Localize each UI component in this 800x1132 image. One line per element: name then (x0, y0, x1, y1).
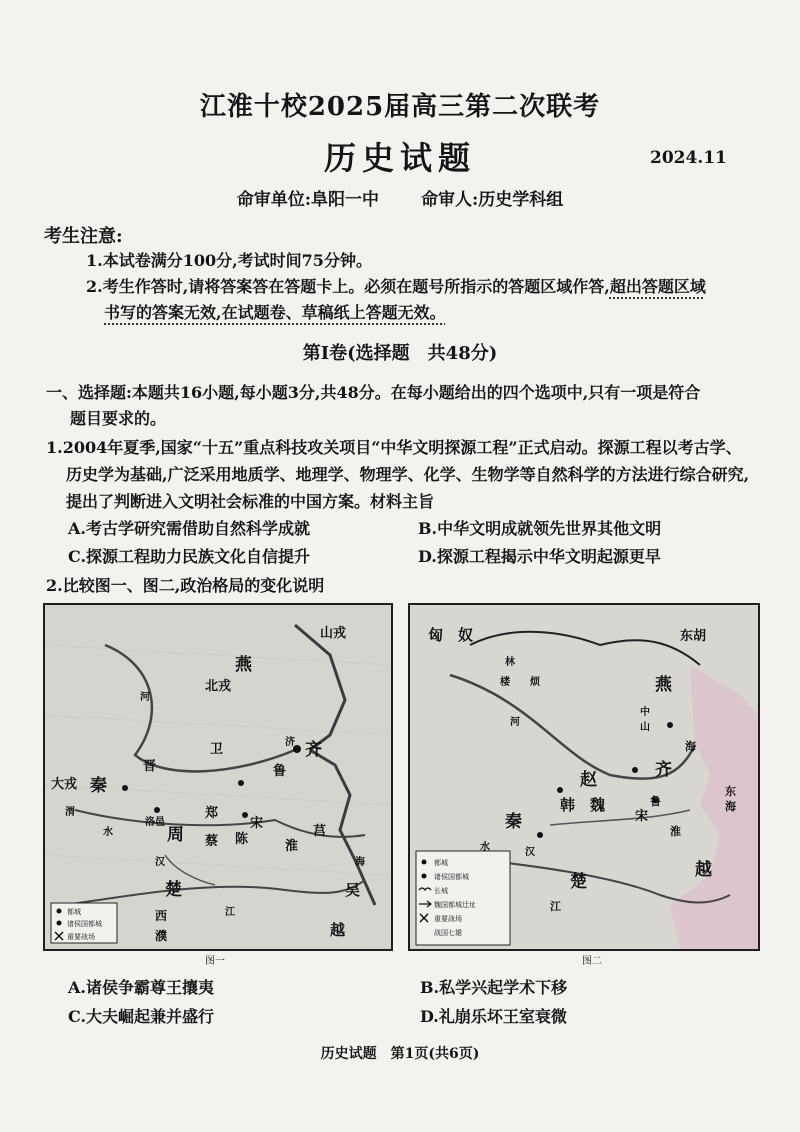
map-2-label: 匈 奴 (428, 626, 474, 644)
q2-stem: 2.比较图一、图二,政治格局的变化说明 (46, 576, 325, 595)
map-figure-2 (408, 603, 760, 951)
q1-stem-line-1: 1.2004年夏季,国家“十五”重点科技攻关项目“中华文明探源工程”正式启动。探源工程以考古学、 (46, 438, 742, 457)
map-2-city-dot (667, 722, 673, 728)
q1-stem-line-3: 提出了判断进入文明社会标准的中国方案。材料主旨 (66, 492, 435, 511)
exam-date: 2024.11 (650, 148, 727, 168)
map-1-label: 秦 (90, 776, 107, 796)
map-1-label: 鲁 (273, 764, 287, 779)
map-2-label: 河 (510, 717, 520, 728)
map-2-label: 燕 (655, 675, 672, 695)
map-2-label: 东胡 (680, 629, 707, 644)
map-2-legend-5: 重要战场 (434, 915, 462, 923)
section-instruction-line-2: 题目要求的。 (70, 409, 167, 428)
map-2-city-dot (537, 832, 543, 838)
q1-stem-line-2: 历史学为基础,广泛采用地质学、地理学、物理学、化学、生物学等自然科学的方法进行综合研究, (66, 465, 750, 484)
map-2-legend-box (416, 851, 510, 945)
section-title: 第Ⅰ卷(选择题 共48分) (302, 343, 498, 364)
map-2-label: 中 (640, 707, 650, 718)
map-2-label: 楚 (570, 872, 587, 892)
q1-option-c[interactable]: C.探源工程助力民族文化自信提升 (68, 547, 311, 566)
map-1-label: 周 (167, 825, 184, 845)
map-2-label: 淮 (670, 825, 681, 838)
map-2-legend-2: 诸侯国都城 (434, 873, 469, 881)
map-1-label: 大戎 (51, 777, 78, 792)
map-1-label: 燕 (235, 655, 252, 675)
legend-dot (57, 909, 62, 914)
map-2-label: 东 (725, 785, 736, 798)
q1-option-a[interactable]: A.考古学研究需借助自然科学成就 (68, 519, 310, 538)
map-1-legend-1: 都城 (67, 908, 81, 916)
setter-unit: 命审单位:阜阳一中 (236, 190, 380, 210)
page-footer: 历史试题 第1页(共6页) (320, 1046, 480, 1062)
legend-dot (422, 874, 427, 879)
q2-option-d[interactable]: D.礼崩乐坏王室衰微 (420, 1007, 567, 1026)
map-2-label: 韩 (560, 796, 576, 814)
map-1-label: 濮 (155, 929, 168, 943)
map-1-label: 北戎 (205, 679, 232, 694)
notice-item-2-emphasis: 超出答题区域 (609, 277, 706, 296)
map-2-legend-4: 魏国都城迁址 (434, 901, 476, 909)
map-1-label: 海 (355, 857, 365, 868)
notice-title: 考生注意: (44, 226, 123, 247)
map-2-caption: 图二 (582, 956, 602, 967)
map-1-label: 河 (140, 692, 150, 703)
map-1-city-dot (122, 785, 128, 791)
q2-option-b[interactable]: B.私学兴起学术下移 (420, 978, 568, 997)
map-2-legend-1: 都城 (434, 859, 448, 867)
map-2-city-dot (632, 767, 638, 773)
notice-item-1: 1.本试卷满分100分,考试时间75分钟。 (86, 251, 372, 270)
q1-option-b[interactable]: B.中华文明成就领先世界其他文明 (418, 519, 662, 538)
map-1-label: 郑 (205, 806, 219, 821)
map-1-label: 汉 (155, 857, 165, 868)
map-2-label: 水 (480, 842, 490, 853)
notice-item-2-text: 2.考生作答时,请将答案答在答题卡上。必须在题号所指示的答题区域作答, (86, 277, 610, 296)
q2-option-c[interactable]: C.大夫崛起兼并盛行 (68, 1007, 215, 1026)
setter-person: 命审人:历史学科组 (420, 190, 564, 210)
map-2-label: 越 (695, 860, 712, 880)
map-2-label: 烦 (530, 677, 540, 688)
section-instruction-line-1: 一、选择题:本题共16小题,每小题3分,共48分。在每小题给出的四个选项中,只有一项是符合 (46, 383, 701, 402)
map-1-label: 晋 (143, 759, 157, 774)
map-1-label: 莒 (313, 824, 327, 839)
map-1-label: 楚 (165, 880, 182, 900)
q1-option-d[interactable]: D.探源工程揭示中华文明起源更早 (418, 547, 661, 566)
map-1-label: 水 (103, 827, 113, 838)
map-figure-1 (43, 603, 393, 951)
map-1-label: 吴 (345, 881, 361, 899)
map-1-city-dot (154, 807, 160, 813)
map-2-label: 楼 (500, 677, 510, 688)
map-2-label: 宋 (635, 809, 649, 824)
notice-item-2-line-1 (86, 274, 706, 297)
map-1-label: 江 (225, 907, 235, 918)
map-2-city-dot (557, 787, 563, 793)
map-2-label: 魏 (590, 796, 606, 814)
map-1-label: 齐 (305, 740, 322, 760)
map-1-label: 越 (330, 921, 346, 939)
map-2-label: 秦 (505, 812, 522, 832)
setter-info (0, 185, 800, 210)
map-1-label: 蔡 (205, 834, 219, 849)
map-2-label: 江 (550, 900, 561, 913)
map-2-label: 海 (685, 740, 696, 753)
q2-option-a[interactable]: A.诸侯争霸尊王攘夷 (68, 978, 214, 997)
map-1-label: 济 (285, 737, 295, 748)
map-2-label: 山 (640, 722, 650, 733)
map-1-label: 洛邑 (145, 817, 165, 828)
map-1-label: 淮 (285, 839, 299, 854)
map-1-legend-2: 诸侯国都城 (67, 920, 102, 928)
map-2-legend-3: 长城 (434, 887, 448, 895)
map-2-label: 林 (505, 657, 515, 668)
map-2-label: 海 (725, 800, 736, 813)
map-1-label: 西 (155, 909, 168, 923)
map-1-label: 陈 (235, 832, 249, 847)
map-1-city-dot (242, 812, 248, 818)
map-1-caption: 图一 (205, 956, 225, 967)
notice-item-2-line-2: 书写的答案无效,在试题卷、草稿纸上答题无效。 (104, 303, 446, 322)
subject-title: 历史试题 (323, 139, 476, 177)
map-2-label: 赵 (580, 770, 597, 790)
map-1-label: 卫 (210, 742, 224, 757)
map-1-label: 宋 (250, 816, 264, 831)
map-1-city-dot (238, 780, 244, 786)
map-1-label: 渭 (65, 807, 75, 818)
map-2-label: 齐 (655, 760, 672, 780)
map-1-legend-3: 重要战场 (67, 933, 95, 941)
map-2-label: 汉 (525, 847, 535, 858)
map-2-legend-6: 战国七雄 (434, 929, 462, 937)
legend-dot (57, 921, 62, 926)
map-1-drawing (45, 605, 391, 949)
map-2-drawing (410, 605, 758, 949)
map-2-label: 鲁 (650, 795, 661, 808)
legend-dot (422, 860, 427, 865)
map-1-label: 山戎 (320, 626, 347, 641)
exam-main-title: 江淮十校2025届高三第二次联考 (199, 92, 601, 122)
